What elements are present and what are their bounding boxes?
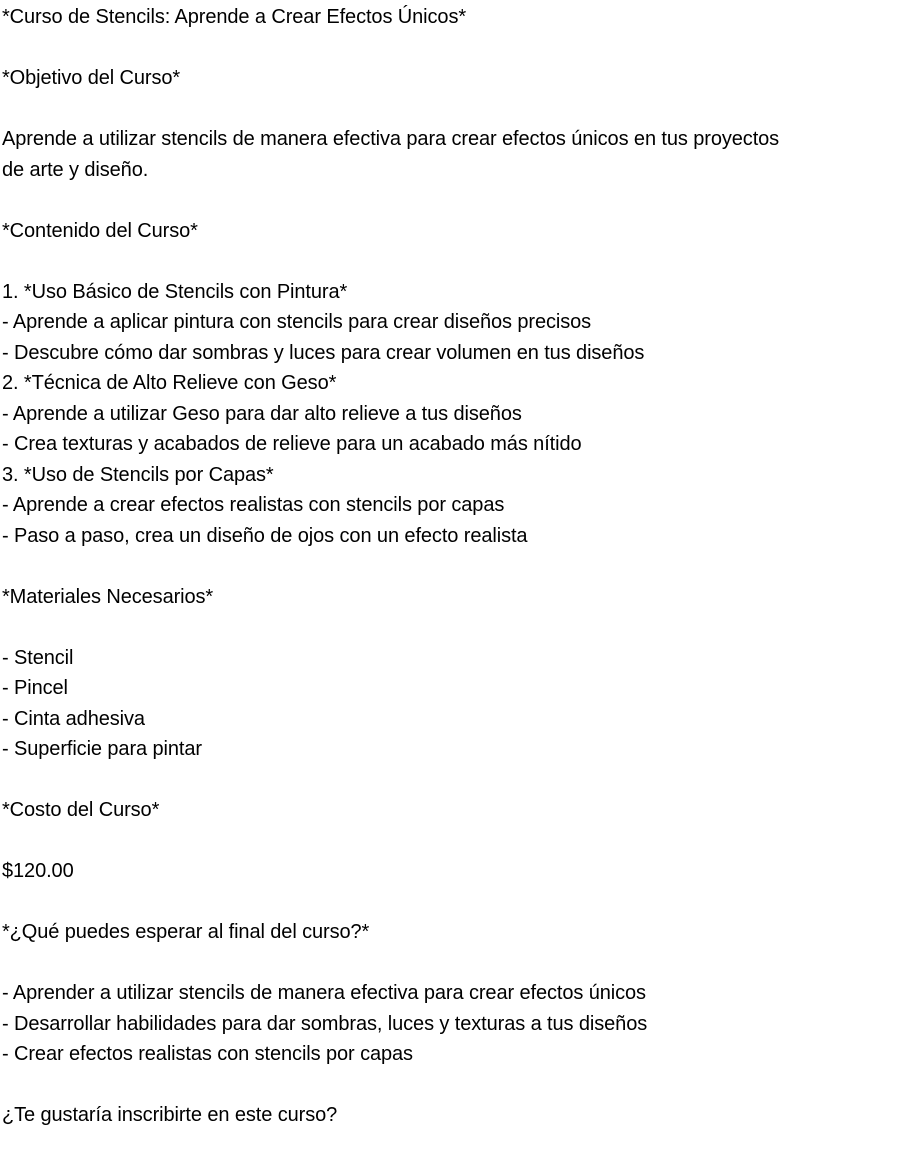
outcomes-item: - Aprender a utilizar stencils de manera efectiva para crear efectos únicos — [2, 982, 646, 1004]
module-item: - Aprende a utilizar Geso para dar alto relieve a tus diseños — [2, 402, 522, 425]
module-item: - Descubre cómo dar sombras y luces para crear volumen en tus diseños — [2, 341, 645, 364]
document-page — [2, 2, 914, 1131]
materials-item: - Pincel — [2, 677, 68, 699]
spacer — [2, 551, 914, 582]
module-item: - Aprende a crear efectos realistas con stencils por capas — [2, 494, 505, 516]
spacer — [2, 246, 914, 277]
materials-item: - Cinta adhesiva — [2, 707, 145, 730]
spacer — [2, 826, 914, 857]
outcomes-item: - Desarrollar habilidades para dar sombras, luces y texturas a tus diseños — [2, 1012, 648, 1035]
spacer — [2, 185, 914, 216]
spacer — [2, 612, 914, 643]
spacer — [2, 765, 914, 796]
spacer — [2, 94, 914, 125]
cost-price: $120.00 — [2, 860, 74, 882]
module-title: 2. *Técnica de Alto Relieve con Geso* — [2, 372, 337, 394]
materials-heading: *Materiales Necesarios* — [2, 585, 214, 608]
spacer — [2, 948, 914, 979]
document-title: *Curso de Stencils: Aprende a Crear Efectos Únicos* — [2, 6, 467, 28]
spacer — [2, 1070, 914, 1101]
outcomes-item: - Crear efectos realistas con stencils por capas — [2, 1043, 413, 1065]
objective-text-line: Aprende a utilizar stencils de manera efectiva para crear efectos únicos en tus proyectos — [2, 128, 780, 150]
outcomes-heading: *¿Qué puedes esperar al final del curso?* — [2, 921, 370, 943]
module-item: - Aprende a aplicar pintura con stencils para crear diseños precisos — [2, 311, 592, 333]
objective-heading: *Objetivo del Curso* — [2, 67, 181, 89]
materials-item: - Superficie para pintar — [2, 738, 202, 760]
module-title: 1. *Uso Básico de Stencils con Pintura* — [2, 280, 348, 303]
closing-question: ¿Te gustaría inscribirte en este curso? — [2, 1104, 338, 1126]
spacer — [2, 33, 914, 64]
objective-text-line: de arte y diseño. — [2, 158, 149, 181]
module-item: - Paso a paso, crea un diseño de ojos con un efecto realista — [2, 524, 528, 547]
module-title: 3. *Uso de Stencils por Capas* — [2, 463, 274, 486]
spacer — [2, 887, 914, 918]
materials-item: - Stencil — [2, 646, 74, 669]
module-item: - Crea texturas y acabados de relieve para un acabado más nítido — [2, 433, 582, 455]
content-heading: *Contenido del Curso* — [2, 219, 198, 242]
cost-heading: *Costo del Curso* — [2, 799, 160, 821]
